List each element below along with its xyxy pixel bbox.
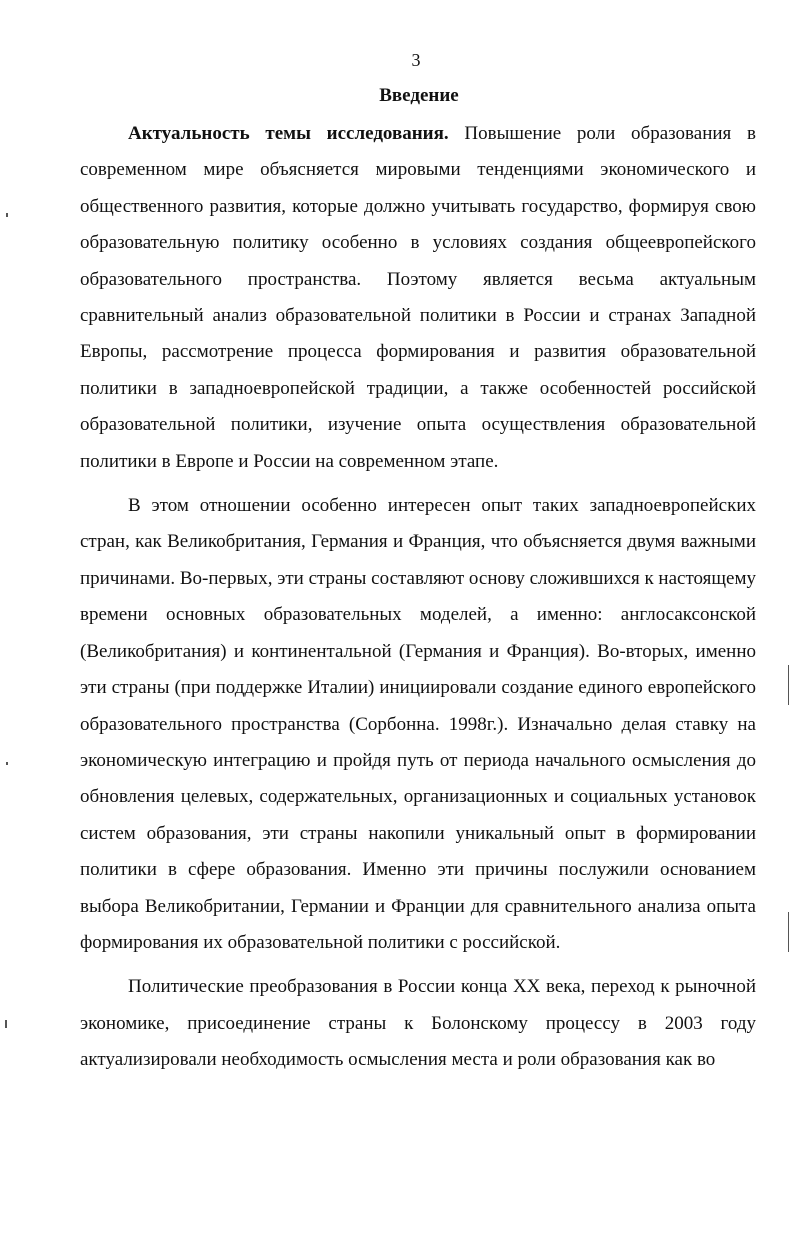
scan-mark-right-1 [788, 665, 789, 705]
paragraph-3: Политические преобразования в России конца XX века, переход к рыночной экономике, присоединение страны к Болонскому процессу в 2003 году актуализировали необходимость осмысления места и роли образования как во [80, 976, 756, 1071]
paragraph-2: В этом отношении особенно интересен опыт таких западноевропейских стран, как Великобритания, Германия и Франция, что объясняется двумя важными причинами. Во-первых, эти страны составляют основу сложившихся к настоящему времени основных образовательных моделей, а именно: англосаксонской (Великобритания) и континентальной (Германия и Франция). Во-вторых, именно эти страны (при поддержке Италии) инициировали создание единого европейского образовательного пространства (Сорбонна. 1998г.). Изначально делая ставку на экономическую интеграцию и пройдя путь от периода начального осмысления до обновления целевых, содержательных, организационных и социальных установок систем образования, эти страны накопили уникальный опыт в формировании политики в сфере образования. Именно эти причины послужили основанием выбора Великобритании, Германии и Франции для сравнительного анализа опыта формирования их образовательной политики с российской. [80, 495, 756, 953]
paragraph-1-text: Повышение роли образования в современном мире объясняется мировыми тенденциями экономического и общественного развития, которые должно учитывать государство, формируя свою образовательную политику особенно в условиях создания общеевропейского образовательного пространства. Поэтому является весьма актуальным сравнительный анализ образовательной политики в России и странах Западной Европы, рассмотрение процесса формирования и развития образовательной политики в западноевропейской традиции, а также особенностей российской образовательной политики, изучение опыта осуществления образовательной политики в Европе и России на современном этапе. [80, 123, 756, 472]
paragraph-1-lead: Актуальность темы исследования. [128, 123, 449, 144]
page-number: 3 [411, 50, 421, 70]
section-heading: Введение [379, 85, 459, 106]
scan-mark-left-2 [6, 762, 8, 765]
scan-mark-left-1 [6, 213, 8, 217]
scan-mark-left-3 [5, 1020, 7, 1028]
paragraph-1 [80, 116, 756, 480]
scan-mark-right-2 [788, 912, 789, 952]
body-text [80, 116, 756, 1079]
